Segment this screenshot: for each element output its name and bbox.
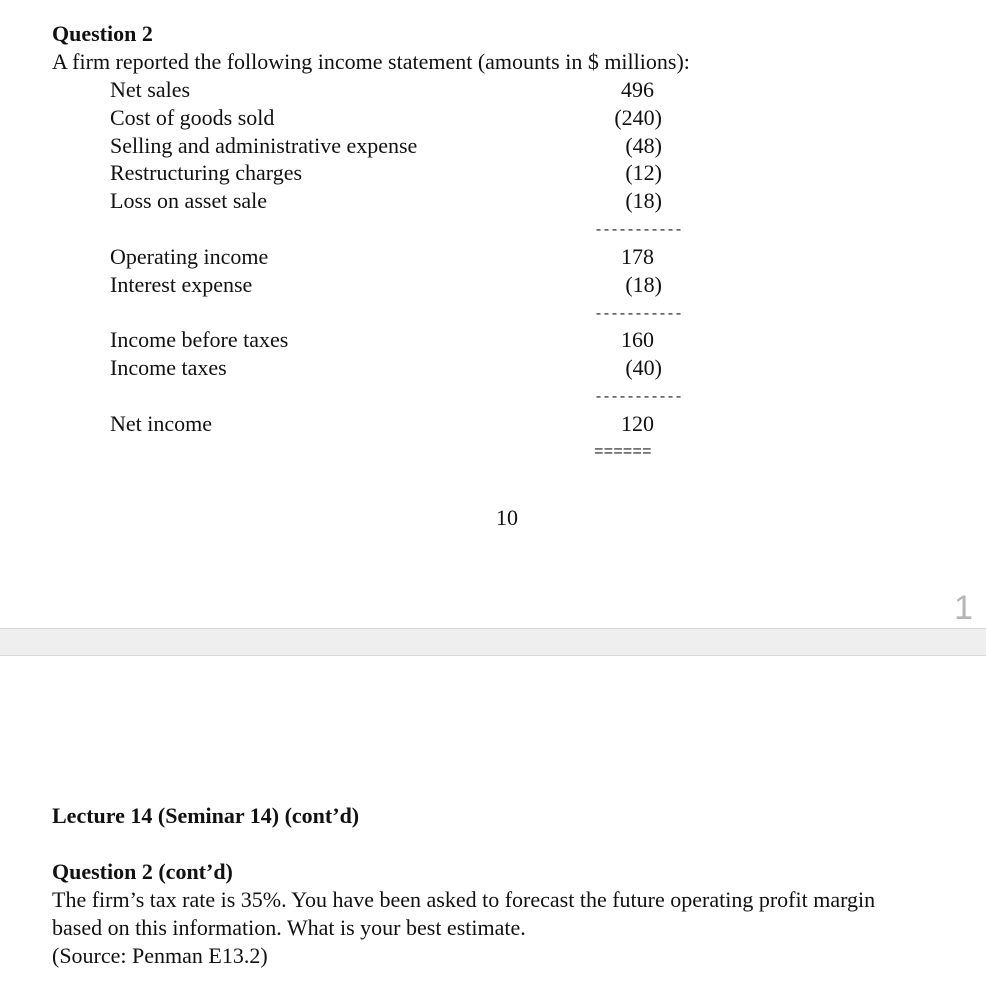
question-continued-heading: Question 2 (cont’d)	[52, 859, 233, 884]
question-intro: A firm reported the following income statement (amounts in $ millions):	[52, 49, 690, 74]
line-item-value: (18)	[625, 188, 662, 213]
line-item-value: 160	[621, 327, 654, 352]
line-item-value: (48)	[625, 133, 662, 158]
line-item-value: 178	[621, 244, 654, 269]
question-text-line: The firm’s tax rate is 35%. You have been asked to forecast the future operating profit margin	[52, 887, 876, 912]
source-citation: (Source: Penman E13.2)	[52, 943, 268, 968]
subtotal-rule: -----------	[594, 389, 683, 406]
line-item-label: Income taxes	[110, 355, 227, 380]
page-number: 10	[496, 505, 518, 530]
total-double-rule: ======	[594, 443, 652, 461]
page-separator	[0, 628, 986, 656]
lecture-heading: Lecture 14 (Seminar 14) (cont’d)	[52, 803, 360, 828]
line-item-value: 496	[621, 77, 654, 102]
question-heading: Question 2	[52, 21, 153, 46]
line-item-label: Loss on asset sale	[110, 188, 268, 213]
line-item-label: Selling and administrative expense	[110, 133, 418, 158]
document-page-lower	[0, 656, 986, 981]
line-item-label: Restructuring charges	[110, 160, 303, 185]
net-income-value: 120	[621, 411, 654, 436]
subtotal-rule: -----------	[594, 222, 683, 239]
line-item-label: Net sales	[110, 77, 191, 102]
net-income-label: Net income	[110, 411, 213, 436]
line-item-label: Cost of goods sold	[110, 105, 275, 130]
slide-number: 1	[954, 589, 973, 627]
line-item-label: Operating income	[110, 244, 269, 269]
line-item-value: (12)	[625, 160, 662, 185]
line-item-value: (18)	[625, 272, 662, 297]
line-item-value: (240)	[614, 105, 662, 130]
line-item-value: (40)	[625, 355, 662, 380]
line-item-label: Interest expense	[110, 272, 253, 297]
question-text-line: based on this information. What is your best estimate.	[52, 915, 526, 940]
subtotal-rule: -----------	[594, 306, 683, 323]
line-item-label: Income before taxes	[110, 327, 289, 352]
